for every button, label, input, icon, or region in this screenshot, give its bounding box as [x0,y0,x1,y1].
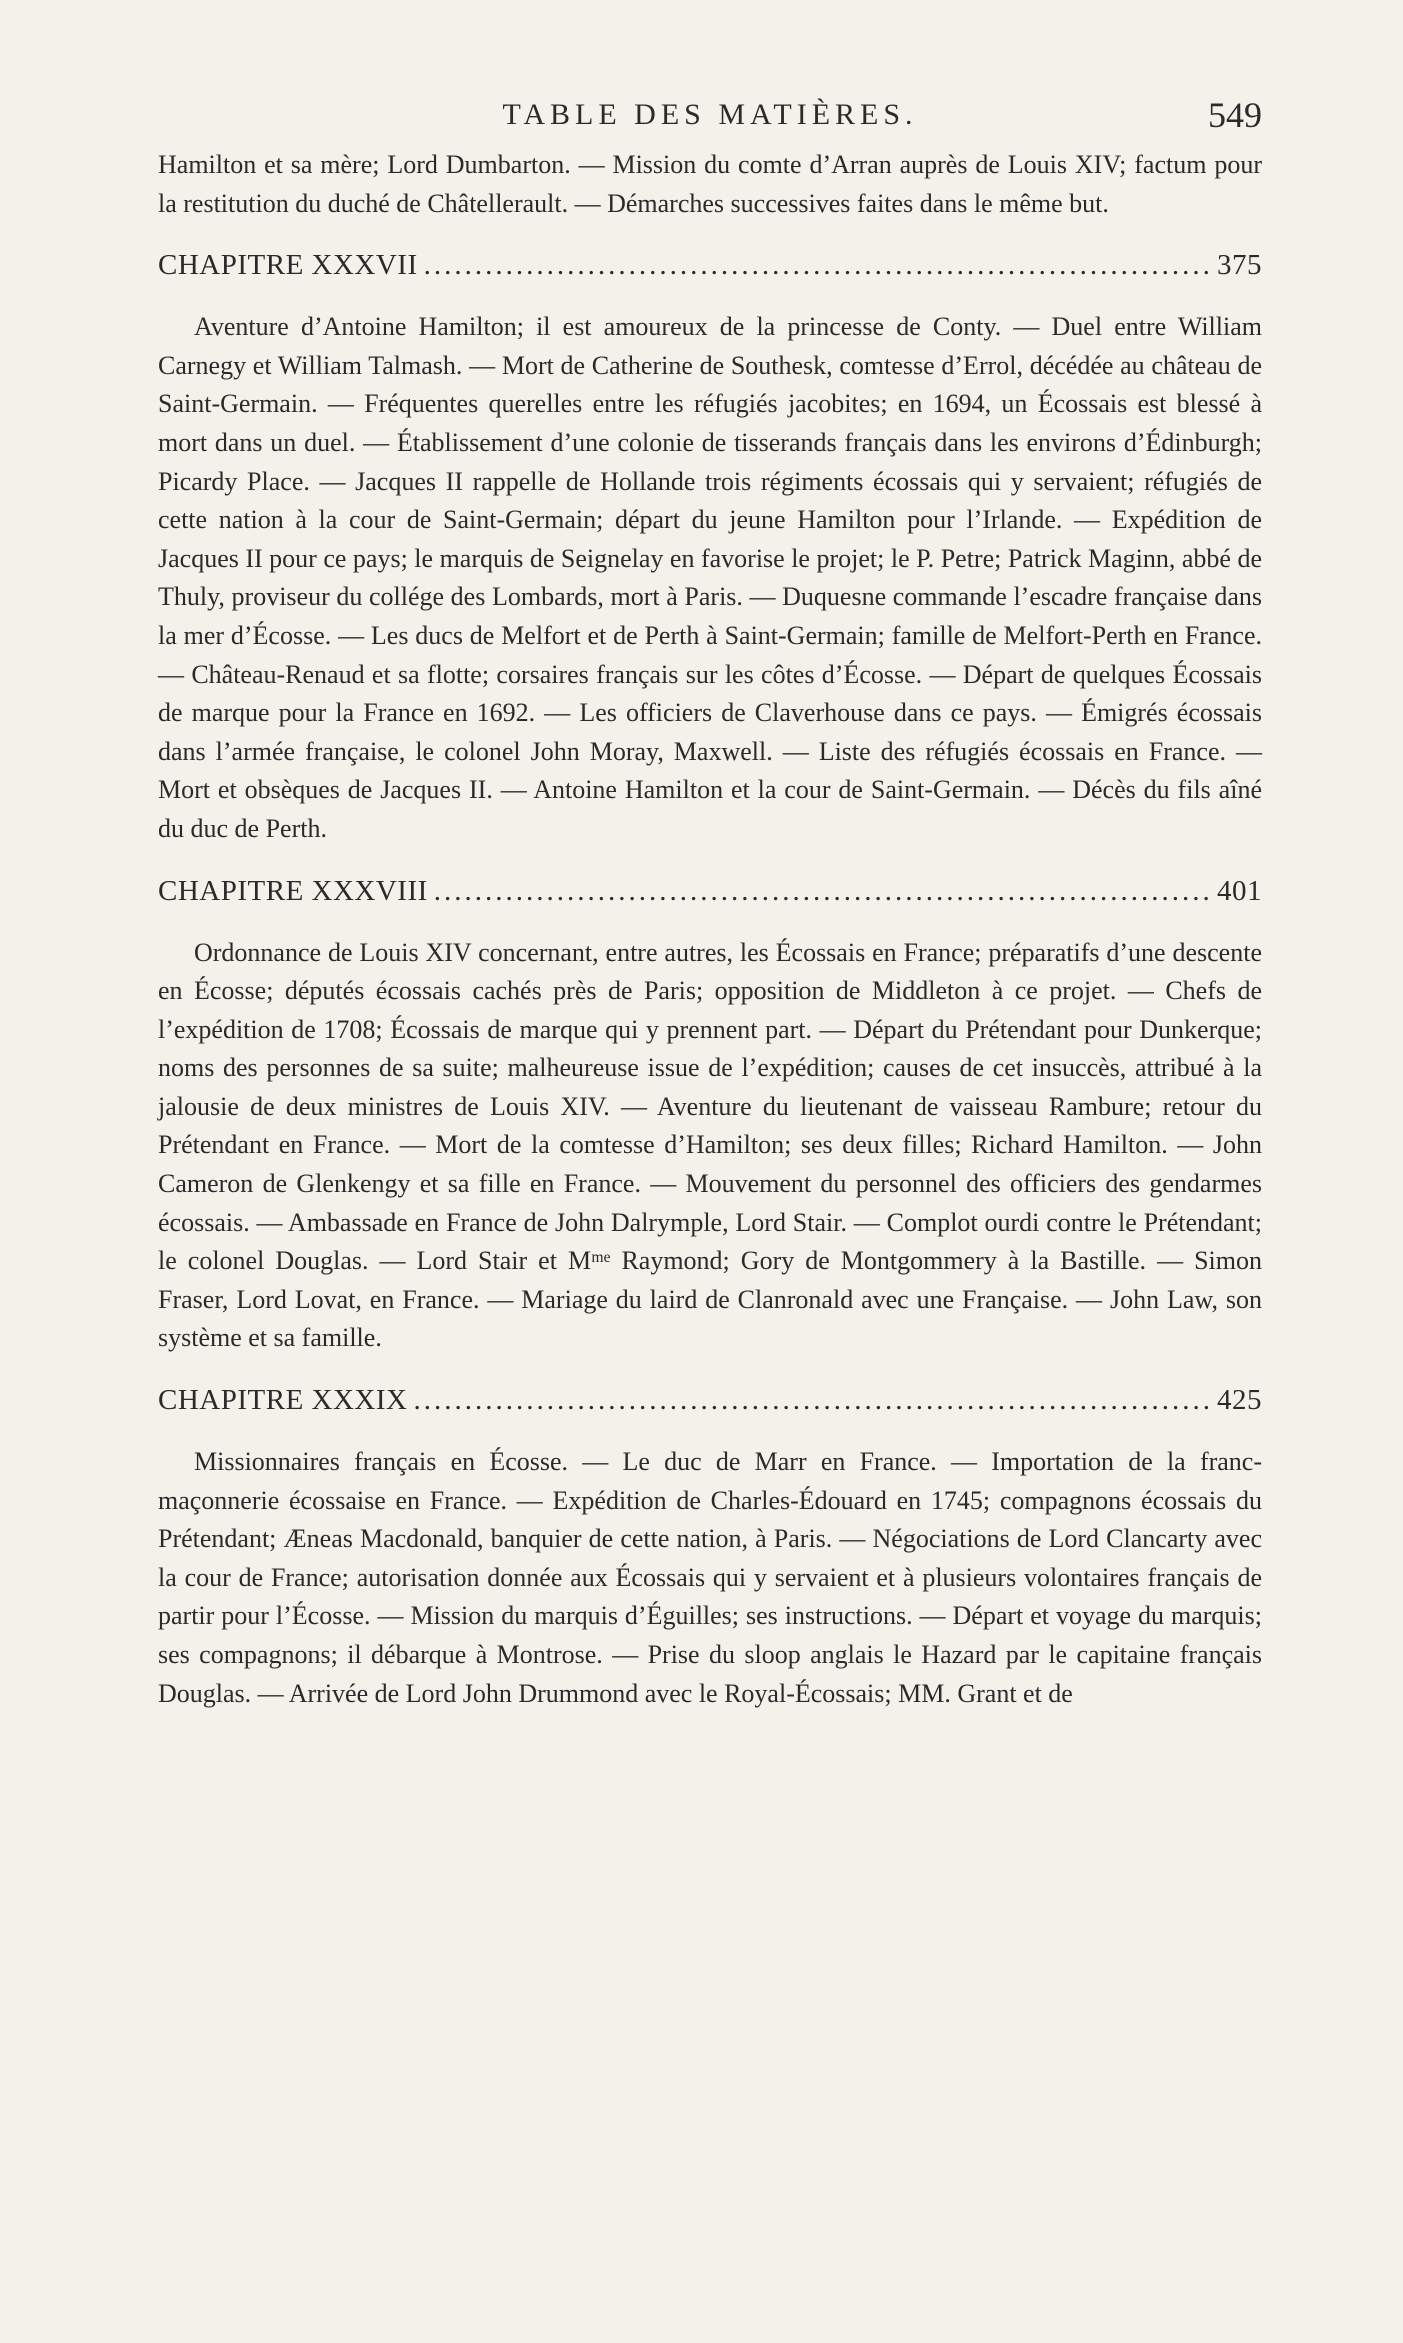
running-title: TABLE DES MATIÈRES. [502,98,918,131]
chapter-heading-38 [158,875,1262,908]
dot-leader [424,249,1211,282]
chapter-title: CHAPITRE XXXIX [158,1384,408,1417]
chapter-heading-39 [158,1384,1262,1417]
dot-leader [434,875,1211,908]
chapter-summary-38: Ordonnance de Louis XIV concernant, entre autres, les Écossais en France; préparatifs d’une descente en Écosse; députés écossais cachés près de Paris; opposition de Middleton à ce projet. — Chefs de l’expédition de 1708; Écossais de marque qui y prennent part. — Départ du Prétendant pour Dunkerque; noms des personnes de sa suite; malheureuse issue de l’expédition; causes de cet insuccès, attribué à la jalousie de deux ministres de Louis XIV. — Aventure du lieutenant de vaisseau Rambure; retour du Prétendant en France. — Mort de la comtesse d’Hamilton; ses deux filles; Richard Hamilton. — John Cameron de Glenkengy et sa fille en France. — Mouvement du personnel des officiers des gendarmes écossais. — Ambassade en France de John Dalrymple, Lord Stair. — Complot ourdi contre le Prétendant; le colonel Douglas. — Lord Stair et Mᵐᵉ Raymond; Gory de Montgommery à la Bastille. — Simon Fraser, Lord Lovat, en France. — Mariage du laird de Clanronald avec une Française. — John Law, son système et sa famille. [158,937,1262,1353]
chapter-title: CHAPITRE XXXVII [158,249,418,282]
chapter-title: CHAPITRE XXXVIII [158,874,428,907]
chapter-summary-39: Missionnaires français en Écosse. — Le duc de Marr en France. — Importation de la franc-maçonnerie écossaise en France. — Expédition de Charles-Édouard en 1745; compagnons écossais du Prétendant; Æneas Macdonald, banquier de cette nation, à Paris. — Négociations de Lord Clancarty avec la cour de France; autorisation donnée aux Écossais qui y servaient et à plusieurs volontaires français de partir pour l’Écosse. — Mission du marquis d’Éguilles; ses instructions. — Départ et voyage du marquis; ses compagnons; il débarque à Montrose. — Prise du sloop anglais le Hazard par le capitaine français Douglas. — Arrivée de Lord John Drummond avec le Royal-Écossais; MM. Grant et de [158,1447,1262,1708]
chapter-page-number: 375 [1217,249,1262,282]
chapter-page-number: 401 [1217,874,1262,907]
page-header [158,95,1262,146]
chapter-page-number: 425 [1217,1384,1262,1417]
dot-leader [413,1384,1211,1417]
chapter-heading-37 [158,249,1262,282]
chapter-summary-37: Aventure d’Antoine Hamilton; il est amoureux de la princesse de Conty. — Duel entre William Carnegy et William Talmash. — Mort de Catherine de Southesk, comtesse d’Errol, décédée au château de Saint-Germain. — Fréquentes querelles entre les réfugiés jacobites; en 1694, un Écossais est blessé à mort dans un duel. — Établissement d’une colonie de tisserands français dans les environs d’Édinburgh; Picardy Place. — Jacques II rappelle de Hollande trois régiments écossais qui y servaient; réfugiés de cette nation à la cour de Saint-Germain; départ du jeune Hamilton pour l’Irlande. — Expédition de Jacques II pour ce pays; le marquis de Seignelay en favorise le projet; le P. Petre; Patrick Maginn, abbé de Thuly, proviseur du collége des Lombards, mort à Paris. — Duquesne commande l’escadre française dans la mer d’Écosse. — Les ducs de Melfort et de Perth à Saint-Germain; famille de Melfort-Perth en France. — Château-Renaud et sa flotte; corsaires français sur les côtes d’Écosse. — Départ de quelques Écossais de marque pour la France en 1692. — Les officiers de Claverhouse dans ce pays. — Émigrés écossais dans l’armée française, le colonel John Moray, Maxwell. — Liste des réfugiés écossais en France. — Mort et obsèques de Jacques II. — Antoine Hamilton et la cour de Saint-Germain. — Décès du fils aîné du duc de Perth. [158,312,1262,843]
book-page [158,95,1262,1713]
intro-paragraph: Hamilton et sa mère; Lord Dumbarton. — Mission du comte d’Arran auprès de Louis XIV; factum pour la restitution du duché de Châtellerault. — Démarches successives faites dans le même but. [158,150,1262,218]
page-number: 549 [1208,95,1262,135]
